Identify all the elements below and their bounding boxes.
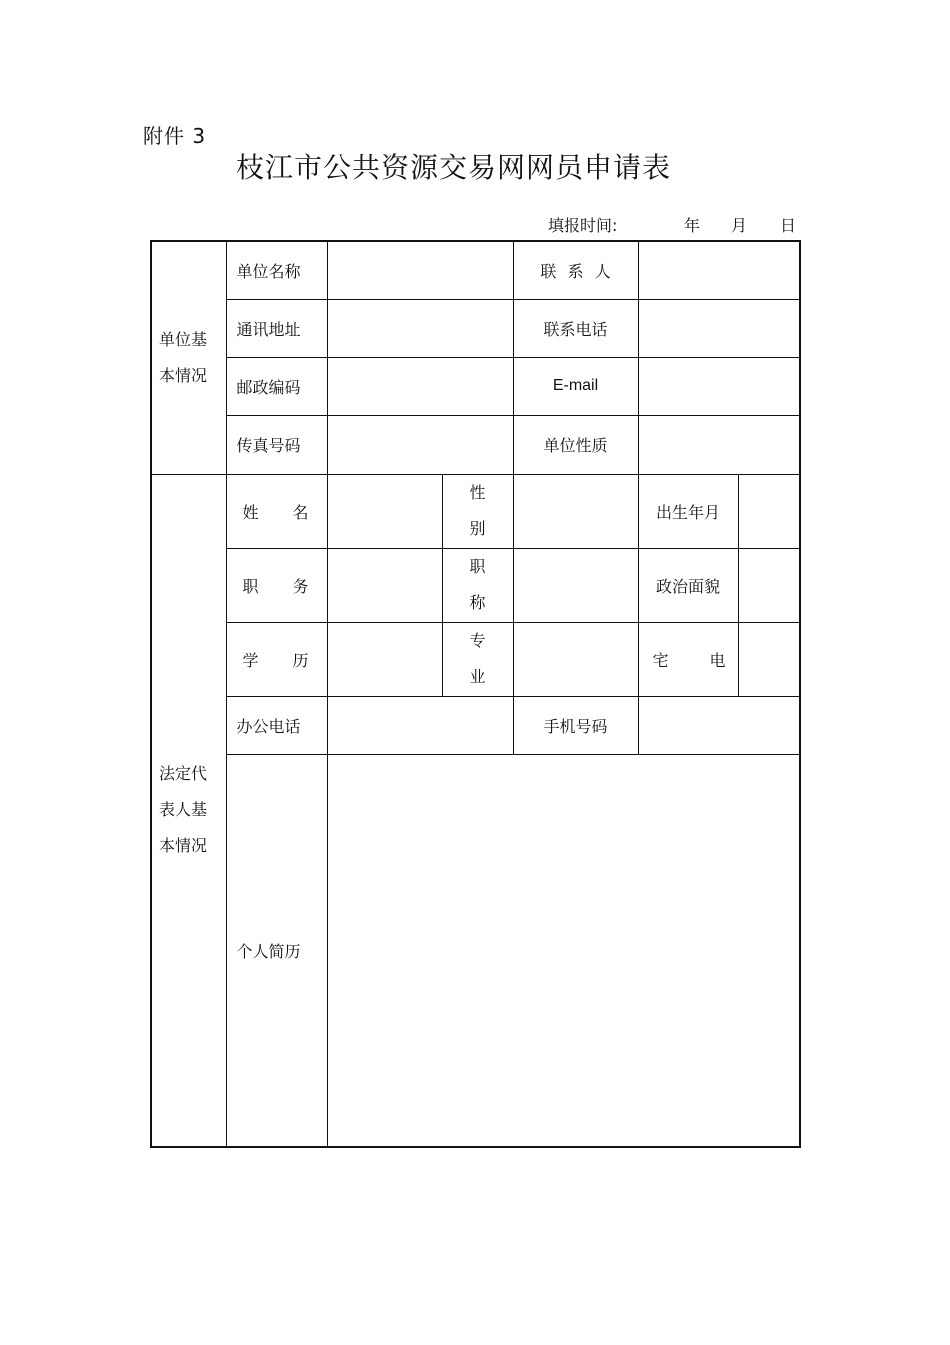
education-label: 学 历	[226, 622, 327, 696]
contact-person-label: 联 系 人	[513, 241, 638, 299]
unit-type-label: 单位性质	[513, 415, 638, 474]
postal-code-field[interactable]	[327, 357, 513, 415]
form-row	[151, 241, 800, 299]
major-field[interactable]	[513, 622, 638, 696]
fax-number-field[interactable]	[327, 415, 513, 474]
mobile-number-label: 手机号码	[513, 696, 638, 754]
name-field[interactable]	[327, 474, 442, 548]
month-label: 月	[731, 216, 748, 235]
office-phone-label: 办公电话	[226, 696, 327, 754]
birth-date-label: 出生年月	[638, 474, 738, 548]
birth-date-field[interactable]	[738, 474, 800, 548]
name-label: 姓 名	[226, 474, 327, 548]
attachment-label: 附件 3	[143, 124, 207, 148]
duty-field[interactable]	[327, 548, 442, 622]
form-row	[151, 754, 800, 1147]
form-row	[151, 357, 800, 415]
gender-label: 性 别	[442, 474, 513, 548]
professional-title-label: 职 称	[442, 548, 513, 622]
gender-field[interactable]	[513, 474, 638, 548]
year-label: 年	[684, 216, 701, 235]
resume-field[interactable]	[327, 754, 800, 1147]
political-status-label: 政治面貌	[638, 548, 738, 622]
form-title: 枝江市公共资源交易网网员申请表	[236, 151, 672, 184]
form-row	[151, 299, 800, 357]
form-row	[151, 474, 800, 548]
form-row	[151, 415, 800, 474]
postal-code-label: 邮政编码	[226, 357, 327, 415]
application-form-table	[150, 240, 801, 1148]
mailing-address-label: 通讯地址	[226, 299, 327, 357]
fill-date-label: 填报时间:	[548, 216, 618, 235]
contact-phone-field[interactable]	[638, 299, 800, 357]
political-status-field[interactable]	[738, 548, 800, 622]
unit-name-label: 单位名称	[226, 241, 327, 299]
contact-person-field[interactable]	[638, 241, 800, 299]
form-row	[151, 696, 800, 754]
unit-type-field[interactable]	[638, 415, 800, 474]
resume-label: 个人简历	[226, 754, 327, 1147]
professional-title-field[interactable]	[513, 548, 638, 622]
unit-section-label: 单位基 本情况	[151, 241, 226, 474]
email-field[interactable]	[638, 357, 800, 415]
legal-rep-section-label: 法定代 表人基 本情况	[151, 474, 226, 1147]
mailing-address-field[interactable]	[327, 299, 513, 357]
fax-number-label: 传真号码	[226, 415, 327, 474]
home-phone-field[interactable]	[738, 622, 800, 696]
email-label: E-mail	[513, 357, 638, 415]
duty-label: 职 务	[226, 548, 327, 622]
form-row	[151, 622, 800, 696]
day-label: 日	[780, 216, 797, 235]
major-label: 专 业	[442, 622, 513, 696]
office-phone-field[interactable]	[327, 696, 513, 754]
unit-name-field[interactable]	[327, 241, 513, 299]
mobile-number-field[interactable]	[638, 696, 800, 754]
education-field[interactable]	[327, 622, 442, 696]
form-row	[151, 548, 800, 622]
contact-phone-label: 联系电话	[513, 299, 638, 357]
home-phone-label: 宅 电	[638, 622, 738, 696]
